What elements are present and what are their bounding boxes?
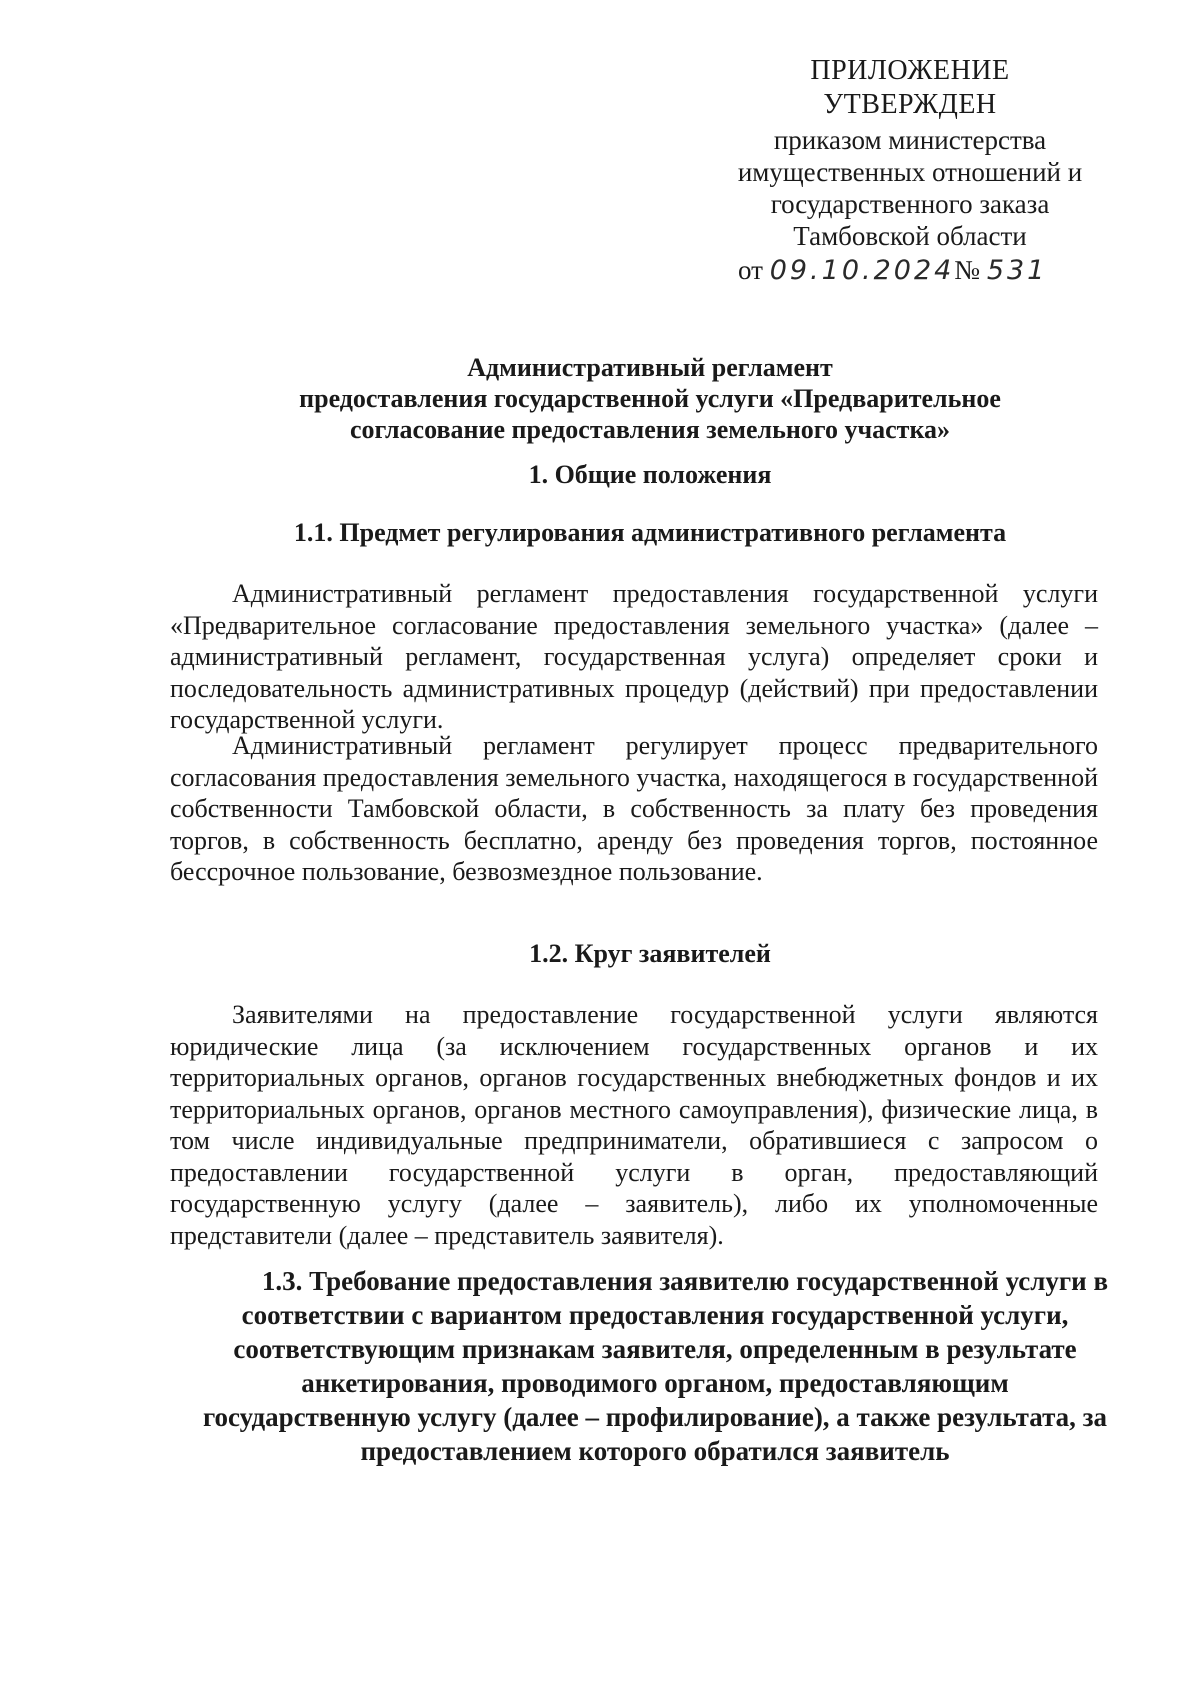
- paragraph-1: Административный регламент предоставления государственной услуги «Предварительное согласование предоставления земельного участка» (далее – административный регламент, государственная услуга) определяет сроки и последовательность административных процедур (действий) при предоставлении государственной услуги.: [170, 579, 1098, 734]
- heading-line: 1.3. Требование предоставления заявителю государственной услуги в: [261, 1266, 1109, 1296]
- date-prefix: от: [738, 255, 763, 285]
- heading-line: соответствующим признакам заявителя, определенным в результате: [233, 1334, 1077, 1364]
- handwritten-number: 531: [986, 255, 1048, 286]
- approved-label: УТВЕРЖДЕН: [823, 89, 997, 120]
- title-line: предоставления государственной услуги «Предварительное: [299, 384, 1001, 413]
- heading-line: предоставлением которого обратился заявитель: [360, 1436, 950, 1466]
- approval-line: государственного заказа: [770, 189, 1050, 219]
- heading-line: соответствии с вариантом предоставления государственной услуги,: [241, 1300, 1069, 1330]
- approval-line: имущественных отношений и: [737, 157, 1083, 187]
- section-heading-general: 1. Общие положения: [528, 460, 772, 489]
- subsection-heading-1-3: [160, 1264, 1150, 1468]
- appendix-label: ПРИЛОЖЕНИЕ: [810, 55, 1010, 86]
- handwritten-date: 09.10.2024: [769, 255, 955, 286]
- number-sign: №: [954, 255, 981, 285]
- title-line: согласование предоставления земельного участка»: [349, 415, 951, 444]
- subsection-heading-1-2: 1.2. Круг заявителей: [529, 939, 771, 968]
- subsection-heading-1-1: 1.1. Предмет регулирования административного регламента: [293, 518, 1007, 547]
- approval-line: Тамбовской области: [793, 221, 1027, 251]
- heading-line: государственную услугу (далее – профилирование), а также результата, за: [202, 1402, 1108, 1432]
- approval-line: приказом министерства: [773, 125, 1047, 155]
- paragraph-3: Заявителями на предоставление государственной услуги являются юридические лица (за исключением государственных органов и их территориальных органов, органов государственных внебюджетных фондов и их территориальных органов, органов местного самоуправления), физические лица, в том числе индивидуальные предприниматели, обратившиеся с запросом о предоставлении государственной услуги в орган, предоставляющий государственную услугу (далее – заявитель), либо их уполномоченные представители (далее – представитель заявителя).: [170, 1000, 1098, 1250]
- heading-line: анкетирования, проводимого органом, предоставляющим: [301, 1368, 1009, 1398]
- order-date-line: [738, 254, 1120, 287]
- paragraph-2: Административный регламент регулирует процесс предварительного согласования предоставления земельного участка, находящегося в государственной собственности Тамбовской области, в собственность за плату без проведения торгов, в собственность бесплатно, аренду без проведения торгов, постоянное бессрочное пользование, безвозмездное пользование.: [170, 731, 1098, 886]
- document-title: [170, 352, 1130, 445]
- approval-block: [700, 54, 1120, 287]
- title-line: Административный регламент: [467, 353, 833, 382]
